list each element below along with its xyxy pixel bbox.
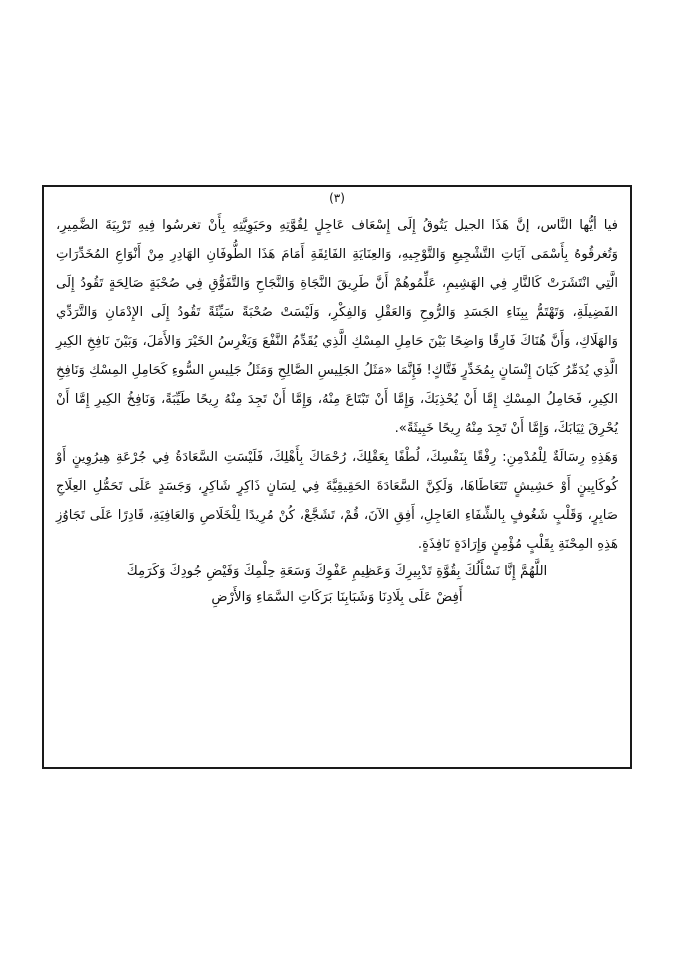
prayer-line: أَفِضْ عَلَى بِلَادِنَا وَشَبَابِنَا بَرَكَاتِ السَّمَاءِ وَالأَرْضِ [211, 590, 463, 605]
document-body [56, 211, 618, 559]
page-number: (٣) [329, 191, 345, 205]
prayer-line: اللَّهُمَّ إِنَّا نَسْأَلُكَ بِقُوَّةِ تَدْبِيرِكَ وَعَظِيمِ عَفْوِكَ وَسَعَةِ حِلْمِكَ وَفَيْضِ جُودِكَ وَكَرَمِكَ [126, 564, 548, 579]
paragraph-advice: فيا أيُّها النَّاس، إنَّ هَذَا الجيل يَتُوقُ إِلَى إِسْعَاف عَاجِلٍ لِقُوَّتِهِ وحَيَوِيَّتِهِ بِأَنْ تغرسُوا فِيهِ تَرْبِيَةَ الضَّمِيرِ، وَتُغرقُوهُ بِأَسْمَى آيَاتِ التَّشْجِيعِ وَالتَّوْجِيهِ، وَالعِنَايَةِ الفَائِقَةِ أَمَامَ هَذَا الطُّوفَانِ الهَادِرِ مِنْ أَنْوَاعِ المُخَدِّرَاتِ الَّتِي انْتَشَرَتْ كَالنَّارِ فِي الهَشِيمِ، عَلِّمُوهُمْ أَنَّ طَرِيقَ النَّجَاةِ وَالنَّجَاحِ وَالتَّفَوُّقِ فِي صُحْبَةٍ صَالِحَةٍ تَقُودُ إِلَى الفَضِيلَةِ، وَتَهْتَمُّ بِبِنَاءِ الجَسَدِ وَالرُّوحِ وَالعَقْلِ وَالفِكْرِ، وَلَيْسَتْ صُحْبَةً سَيِّئَةً تَقُودُ إِلَى الإِدْمَانِ وَالتَّرَدِّي وَالهَلَاكِ، وَأَنَّ هُنَاكَ فَارِقًا وَاضِحًا بَيْنَ حَامِلِ المِسْكِ الَّذِي يُقَدِّمُ النَّفْعَ وَيَغْرِسُ الخَيْرَ وَالأَمَلَ، وَبَيْنَ نَافِخِ الكِيرِ الَّذِي يُدَمِّرُ كَيَانَ إِنْسَانٍ بِمُخَدِّرٍ فَتَّاكٍ! فَإِنَّمَا «مَثَلُ الجَلِيسِ الصَّالِحِ وَمَثَلُ جَلِيسِ السُّوءِ كَحَامِلِ المِسْكِ وَنَافِخِ الكِيرِ، فَحَامِلُ المِسْكِ إِمَّا أَنْ يُحْذِيَكَ، وَإِمَّا أَنْ تَبْتَاعَ مِنْهُ، وَإِمَّا أَنْ تَجِدَ مِنْهُ رِيحًا طَيِّبَةً، وَنَافِخُ الكِيرِ إِمَّا أَنْ يُحْرِقَ ثِيَابَكَ، وَإِمَّا أَنْ تَجِدَ مِنْهُ رِيحًا خَبِيثَةً». [56, 218, 618, 436]
paragraph-addict-message: وَهَذِهِ رِسَالَةٌ لِلْمُدْمِنِ: رِفْقًا بِنَفْسِكَ، لُطْفًا بِعَقْلِكَ، رُحْمَاكَ بِأَهْلِكَ، فَلَيْسَتِ السَّعَادَةُ فِي جُرْعَةِ هِيرُوِينٍ أَوْ كُوكَايِينٍ أَوْ حَشِيشٍ تَتَعَاطَاهَا، وَلَكِنَّ السَّعَادَةَ الحَقِيقِيَّةَ فِي لِسَانٍ ذَاكِرٍ شَاكِرٍ، وَجَسَدٍ عَلَى تَحَمُّلِ العِلَاجِ صَابِرٍ، وَقَلْبٍ شَغُوفٍ بِالشِّفَاءِ العَاجِلِ، أَفِقِ الآنَ، قُمْ، تَشَجَّعْ، كُنْ مُرِيدًا لِلْخَلَاصِ وَالعَافِيَةِ، قَادِرًا عَلَى تَجَاوُزِ هَذِهِ المِحْنَةِ بِقَلْبٍ مُؤْمِنٍ وَإِرَادَةٍ نَافِذَةٍ. [56, 450, 618, 552]
closing-prayer [64, 559, 610, 611]
document-frame [42, 185, 632, 769]
